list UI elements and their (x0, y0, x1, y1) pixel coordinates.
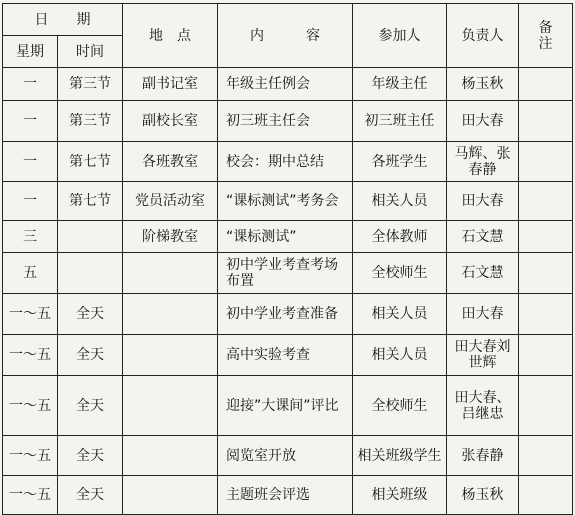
header-time: 时间 (58, 36, 123, 68)
time-cell: 第三节 (58, 101, 123, 142)
header-content: 内 容 (218, 4, 353, 68)
weekday-cell: 三 (3, 221, 58, 253)
participants-cell: 相关人员 (353, 182, 447, 221)
time-cell (58, 253, 123, 294)
header-responsible: 负责人 (447, 4, 519, 68)
remarks-cell (519, 221, 573, 253)
content-cell: 初中学业考查考场布置 (218, 253, 353, 294)
remarks-cell (519, 182, 573, 221)
location-cell: 党员活动室 (123, 182, 218, 221)
weekday-cell: 一～五 (3, 335, 58, 376)
weekday-cell: 一～五 (3, 436, 58, 476)
time-cell: 第三节 (58, 68, 123, 101)
remarks-cell (519, 335, 573, 376)
content-cell: 阅览室开放 (218, 436, 353, 476)
responsible-cell: 田大春 (447, 294, 519, 335)
table-row (3, 335, 573, 376)
weekday-cell: 一～五 (3, 294, 58, 335)
responsible-cell: 田大春 (447, 182, 519, 221)
participants-cell: 相关人员 (353, 294, 447, 335)
remarks-cell (519, 436, 573, 476)
content-cell: “课标测试” (218, 221, 353, 253)
weekday-cell: 一～五 (3, 476, 58, 515)
weekday-cell: 五 (3, 253, 58, 294)
content-cell: 迎接”大课间”评比 (218, 376, 353, 436)
location-cell (123, 376, 218, 436)
responsible-cell: 田大春、吕继忠 (447, 376, 519, 436)
participants-cell: 各班学生 (353, 142, 447, 182)
participants-cell: 相关班级学生 (353, 436, 447, 476)
header-participants: 参加人 (353, 4, 447, 68)
header-remarks: 备注 (519, 4, 573, 68)
header-location: 地 点 (123, 4, 218, 68)
time-cell: 全天 (58, 335, 123, 376)
schedule-table (2, 3, 573, 515)
table-row (3, 376, 573, 436)
participants-cell: 相关人员 (353, 335, 447, 376)
remarks-cell (519, 101, 573, 142)
content-cell: 主题班会评选 (218, 476, 353, 515)
responsible-cell: 石文慧 (447, 253, 519, 294)
participants-cell: 全体教师 (353, 221, 447, 253)
participants-cell: 初三班主任 (353, 101, 447, 142)
location-cell (123, 476, 218, 515)
table-row (3, 294, 573, 335)
weekday-cell: 一～五 (3, 376, 58, 436)
content-cell: 初三班主任会 (218, 101, 353, 142)
time-cell: 全天 (58, 436, 123, 476)
remarks-cell (519, 294, 573, 335)
location-cell: 各班教室 (123, 142, 218, 182)
responsible-cell: 田大春 (447, 101, 519, 142)
weekday-cell: 一 (3, 182, 58, 221)
time-cell (58, 221, 123, 253)
table-row (3, 476, 573, 515)
responsible-cell: 石文慧 (447, 221, 519, 253)
remarks-cell (519, 476, 573, 515)
weekday-cell: 一 (3, 142, 58, 182)
content-cell: 校会：期中总结 (218, 142, 353, 182)
responsible-cell: 杨玉秋 (447, 476, 519, 515)
weekday-cell: 一 (3, 68, 58, 101)
time-cell: 全天 (58, 294, 123, 335)
header-row (3, 4, 573, 36)
location-cell: 阶梯教室 (123, 221, 218, 253)
table-row (3, 253, 573, 294)
weekday-cell: 一 (3, 101, 58, 142)
location-cell (123, 253, 218, 294)
location-cell (123, 294, 218, 335)
table-row (3, 142, 573, 182)
content-cell: “课标测试”考务会 (218, 182, 353, 221)
content-cell: 初中学业考查准备 (218, 294, 353, 335)
participants-cell: 年级主任 (353, 68, 447, 101)
table-row (3, 101, 573, 142)
responsible-cell: 杨玉秋 (447, 68, 519, 101)
location-cell: 副校长室 (123, 101, 218, 142)
table-row (3, 182, 573, 221)
content-cell: 年级主任例会 (218, 68, 353, 101)
table-row (3, 221, 573, 253)
time-cell: 第七节 (58, 142, 123, 182)
location-cell (123, 335, 218, 376)
location-cell (123, 436, 218, 476)
participants-cell: 全校师生 (353, 376, 447, 436)
time-cell: 全天 (58, 476, 123, 515)
responsible-cell: 田大春刘世辉 (447, 335, 519, 376)
responsible-cell: 马辉、张春静 (447, 142, 519, 182)
header-date: 日 期 (3, 4, 123, 36)
table-row (3, 436, 573, 476)
table-row (3, 68, 573, 101)
participants-cell: 相关班级 (353, 476, 447, 515)
time-cell: 第七节 (58, 182, 123, 221)
time-cell: 全天 (58, 376, 123, 436)
responsible-cell: 张春静 (447, 436, 519, 476)
remarks-cell (519, 142, 573, 182)
participants-cell: 全校师生 (353, 253, 447, 294)
header-weekday: 星期 (3, 36, 58, 68)
remarks-cell (519, 68, 573, 101)
remarks-cell (519, 376, 573, 436)
content-cell: 高中实验考查 (218, 335, 353, 376)
location-cell: 副书记室 (123, 68, 218, 101)
remarks-cell (519, 253, 573, 294)
